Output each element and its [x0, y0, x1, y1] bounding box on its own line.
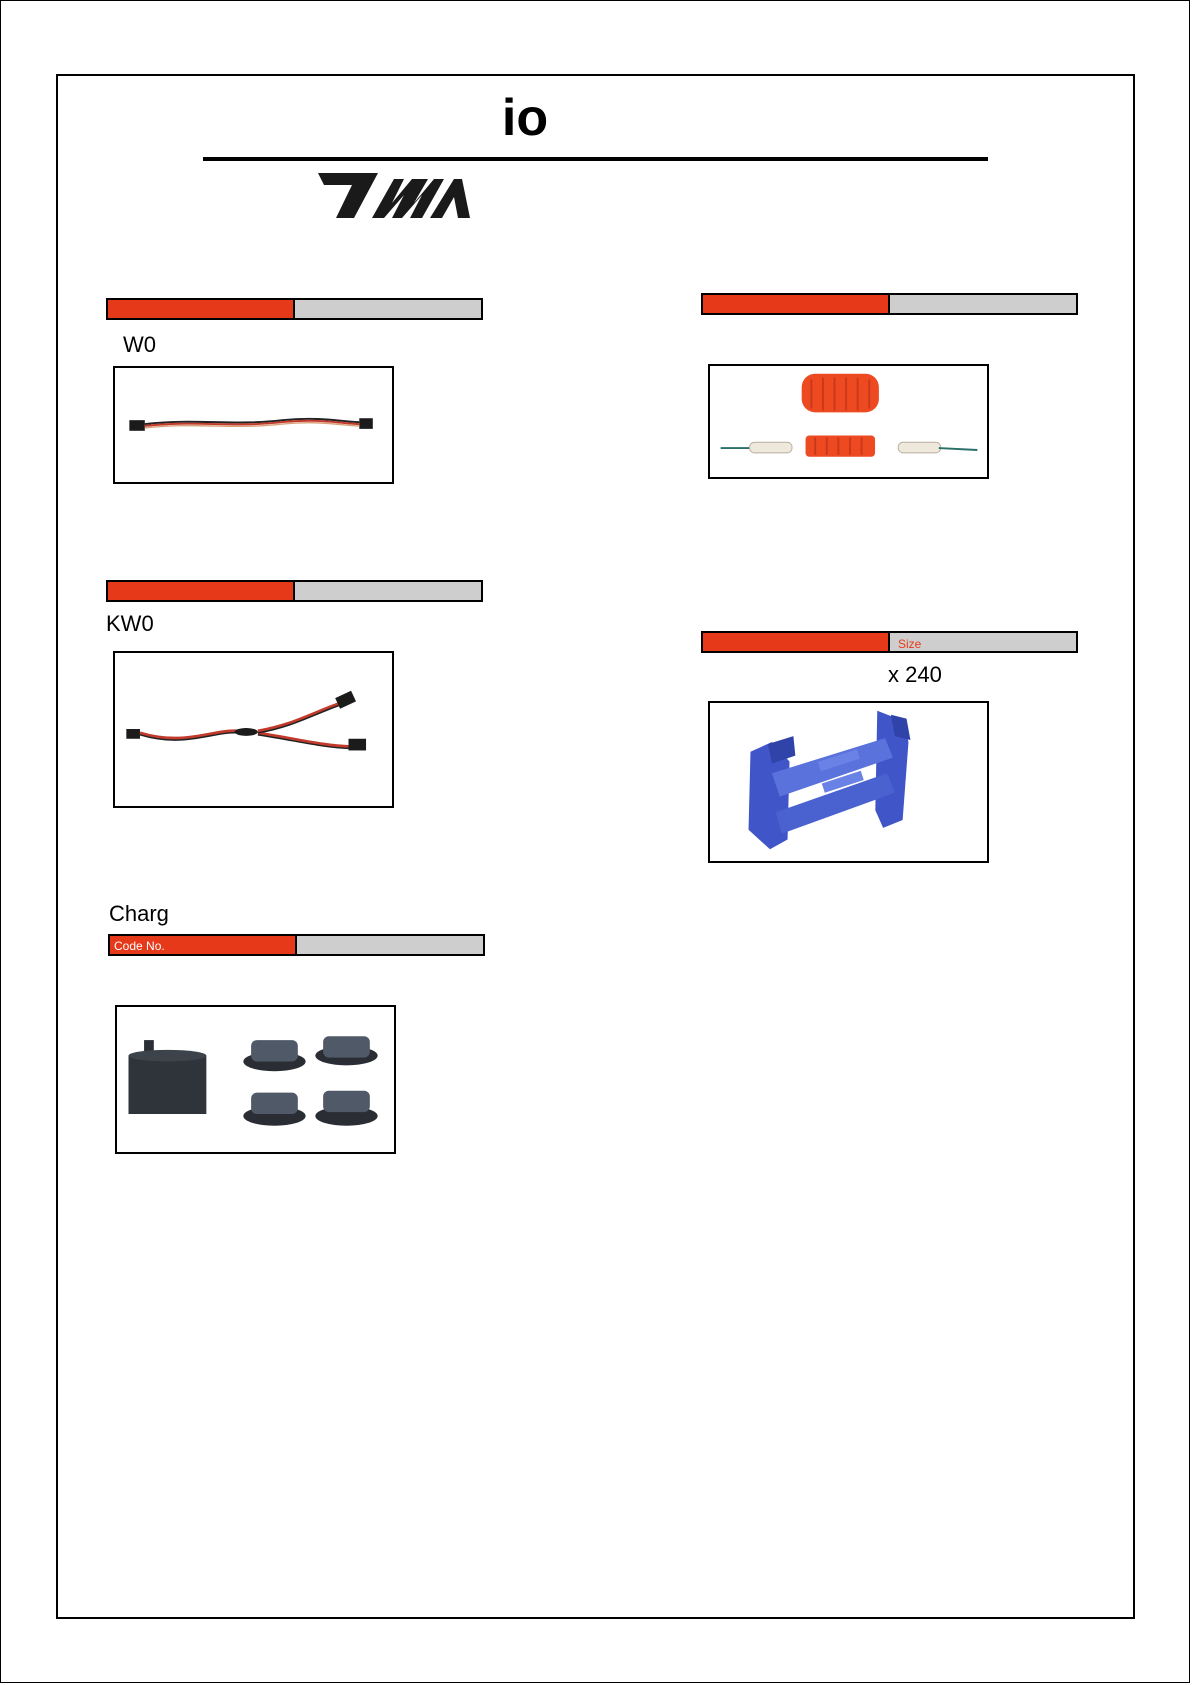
title-rule [203, 157, 988, 161]
code-bar-kw0 [106, 580, 483, 602]
brand-logo [318, 173, 470, 218]
item-label-kw0: KW0 [106, 611, 154, 636]
item-label-servo-mount: x 240 [888, 662, 942, 687]
page-title: io [501, 89, 549, 147]
photo-servo-extension-cable [113, 366, 394, 484]
code-bar-connector-tool [701, 293, 1078, 315]
code-label: Code No. [114, 939, 165, 953]
blue-servo-mount-icon [710, 703, 987, 861]
item-label-w0: W0 [123, 332, 156, 357]
photo-servo-y-cable [113, 651, 394, 808]
twm-logo-icon [318, 173, 470, 218]
item-label-charg: Charg [109, 901, 169, 926]
black-plugs-set-icon [117, 1007, 394, 1152]
servo-extension-cable-icon [115, 368, 392, 482]
photo-blue-servo-mount [708, 701, 989, 863]
code-bar-servo-mount [701, 631, 1078, 653]
photo-black-plugs-set [115, 1005, 396, 1154]
servo-y-cable-icon [115, 653, 392, 806]
code-bar-w0 [106, 298, 483, 320]
size-label: Size [898, 637, 922, 651]
code-bar-charg [108, 934, 485, 956]
photo-orange-connector-tool-set [708, 364, 989, 479]
orange-connector-tool-icon [710, 366, 987, 477]
